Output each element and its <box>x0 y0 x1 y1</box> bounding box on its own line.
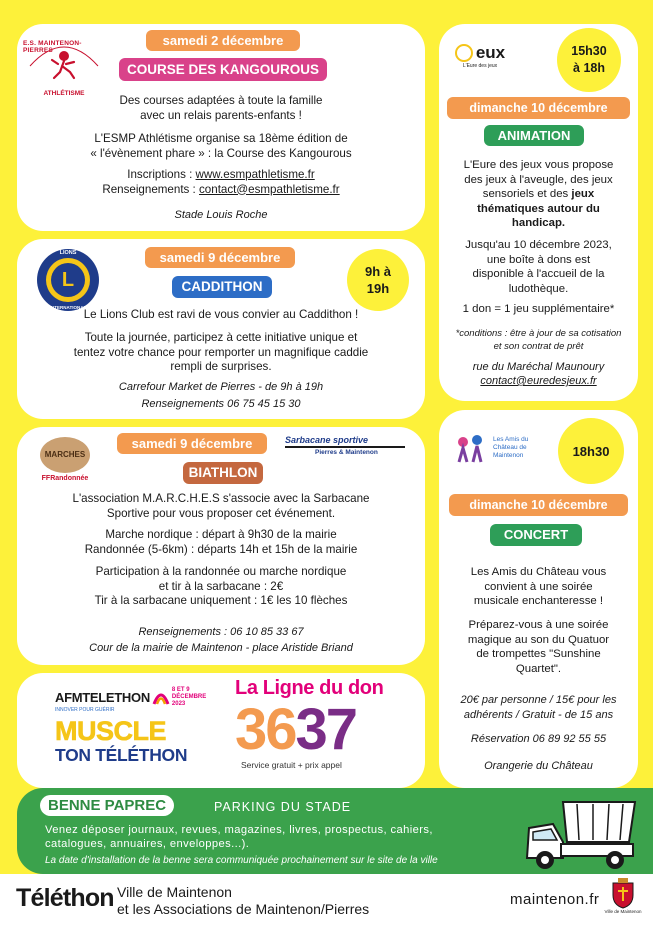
kangourous-contacts: Inscriptions : www.esmpathletisme.fr Renseignements : contact@esmpathletisme.fr <box>102 168 340 196</box>
benne-note: La date d'installation de la benne sera communiquée prochainement sur le site de la ville <box>45 855 438 866</box>
sarbacane-logo-sub: Pierres & Maintenon <box>315 448 378 456</box>
animation-desc-3: 1 don = 1 jeu supplémentaire* <box>462 303 615 315</box>
concert-desc-2: Préparez-vous à une soirée magique au son du Quatuor de trompettes "Sunshine Quartet". <box>467 619 610 675</box>
caddithon-desc-2: Toute la journée, participez à cette initiative unique et tentez votre chance pour remporter un magnifique caddie rempli de surprises. <box>73 331 369 373</box>
card-animation <box>439 24 638 401</box>
don-number: 3637 <box>235 697 357 762</box>
biathlon-rens: Renseignements : 06 10 85 33 67 <box>138 626 304 638</box>
time-badge: 18h30 <box>558 418 624 484</box>
amis-du-chateau-logo <box>447 428 557 468</box>
animation-desc-1: L'Eure des jeux vous propose des jeux à l'aveugle, des jeux sensoriels et des jeux thématiques autour du handicap. <box>463 159 614 229</box>
benne-desc: Venez déposer journaux, revues, magazines, livres, prospectus, cahiers, catalogues, annuaires, enveloppes...). <box>45 824 433 850</box>
afm-logo-text: AFMTELETHON <box>55 690 150 705</box>
footer-site-link[interactable]: maintenon.fr <box>510 891 600 908</box>
marches-logo-text: MARCHES <box>40 437 90 473</box>
card-kangourous <box>17 24 425 231</box>
eure-des-jeux-logo-text: eux <box>475 43 506 62</box>
sarbacane-logo-text: Sarbacane sportive <box>285 434 369 445</box>
time-badge: 9h à 19h <box>347 249 409 311</box>
arrow-icon <box>285 446 405 448</box>
caddithon-desc-1: Le Lions Club est ravi de vous convier au Caddithon ! <box>83 308 359 321</box>
afm-logo-sub: INNOVER POUR GUÉRIR <box>55 707 115 713</box>
date-badge: dimanche 10 décembre <box>449 494 628 516</box>
event-title: CONCERT <box>490 524 582 546</box>
animation-desc-2: Jusqu'au 10 décembre 2023, une boîte à dons est disponible à l'accueil de la ludothèque. <box>465 239 612 295</box>
website-link[interactable]: www.esmpathletisme.fr <box>195 168 315 181</box>
date-badge: samedi 2 décembre <box>146 30 300 51</box>
telethon-hands-icon <box>152 690 170 706</box>
maintenon-crest: Ville de Maintenon <box>606 877 640 923</box>
email-link[interactable]: contact@esmpathletisme.fr <box>199 182 340 196</box>
benne-subtitle: PARKING DU STADE <box>214 800 352 814</box>
eure-des-jeux-logo-sub: L'Eure des jeux <box>462 63 498 69</box>
truck-icon <box>523 792 643 872</box>
card-caddithon <box>17 239 425 419</box>
eure-des-jeux-icon <box>455 44 473 62</box>
kangourous-desc-2: L'ESMP Athlétisme organise sa 18ème édition de « l'évènement phare » : la Course des Kangourous <box>90 132 352 160</box>
caddithon-rens: Renseignements 06 75 45 15 30 <box>141 398 301 410</box>
afm-telethon-logo <box>55 687 225 765</box>
lions-logo <box>35 247 101 313</box>
lions-logo-top: LIONS <box>59 250 77 256</box>
footer <box>0 874 653 926</box>
animation-address: rue du Maréchal Maunoury <box>472 361 605 373</box>
concert-place: Orangerie du Château <box>484 760 593 772</box>
musician-icon <box>453 432 493 464</box>
ligne-du-don <box>235 677 415 770</box>
biathlon-desc-2: Marche nordique : départ à 9h30 de la mairie Randonnée (5-6km) : départs 14h et 15h de la mairie <box>84 528 358 556</box>
eure-des-jeux-logo <box>449 34 511 78</box>
event-title: ANIMATION <box>484 125 584 146</box>
concert-reservation: Réservation 06 89 92 55 55 <box>470 733 607 745</box>
caddithon-place: Carrefour Market de Pierres - de 9h à 19h <box>118 381 324 393</box>
concert-price: 20€ par personne / 15€ pour les adhérents / Gratuit - de 15 ans <box>460 694 617 721</box>
concert-desc-1: Les Amis du Château vous convient à une soirée musicale enchanteresse ! <box>470 566 607 607</box>
crest-icon <box>610 877 636 909</box>
animation-conditions: *conditions : être à jour de sa cotisation et son contrat de prêt <box>455 328 622 352</box>
lions-logo-bottom: INTERNATIONAL <box>49 305 87 310</box>
ligne-du-don-title: La Ligne du don <box>235 677 384 699</box>
esmp-logo <box>23 32 105 100</box>
telethon-footer-logo: Téléthon <box>16 884 114 912</box>
footer-organizers: Ville de Maintenon et les Associations de Maintenon/Pierres <box>117 884 370 917</box>
kangourous-desc-1: Des courses adaptées à toute la famille avec un relais parents-enfants ! <box>119 94 323 122</box>
biathlon-desc-1: L'association M.A.R.C.H.E.S s'associe avec la Sarbacane Sportive pour vous proposer cet événement. <box>72 492 370 520</box>
amis-du-chateau-logo-text: Les Amis du Château de Maintenon <box>493 436 529 459</box>
card-telethon <box>17 673 425 788</box>
biathlon-place: Cour de la mairie de Maintenon - place Aristide Briand <box>89 642 353 654</box>
animation-email-link[interactable]: contact@euredesjeux.fr <box>480 375 597 387</box>
event-title: BIATHLON <box>183 462 263 484</box>
ffr-logo-text: FFRandonnée <box>41 474 89 482</box>
sarbacane-logo <box>285 433 415 457</box>
card-biathlon <box>17 427 425 665</box>
ton-telethon-title: TON TÉLÉTHON <box>55 745 188 765</box>
date-badge: samedi 9 décembre <box>145 247 295 268</box>
benne-banner <box>17 788 653 874</box>
time-badge: 15h30 à 18h <box>557 28 621 92</box>
telethon-dates: 8 ET 9 DÉCEMBRE 2023 <box>171 687 207 707</box>
date-badge: samedi 9 décembre <box>117 433 267 454</box>
esmp-logo-text: E.S. MAINTENON-PIERRES <box>23 39 82 54</box>
marches-logo <box>37 433 93 485</box>
event-title: COURSE DES KANGOUROUS <box>119 58 327 81</box>
card-concert <box>439 410 638 788</box>
benne-title: BENNE PAPREC <box>40 795 174 816</box>
kangourous-place: Stade Louis Roche <box>174 209 268 221</box>
event-title: CADDITHON <box>172 276 272 298</box>
service-text: Service gratuit + prix appel <box>241 760 342 770</box>
date-badge: dimanche 10 décembre <box>447 97 630 119</box>
lions-logo-letter: L <box>61 268 75 291</box>
muscle-title: MUSCLE <box>55 716 166 746</box>
esmp-logo-sub: ATHLÉTISME <box>43 89 85 97</box>
biathlon-desc-3: Participation à la randonnée ou marche nordique et tir à la sarbacane : 2€ Tir à la sarbacane uniquement : 1€ les 10 flèches <box>94 565 348 607</box>
